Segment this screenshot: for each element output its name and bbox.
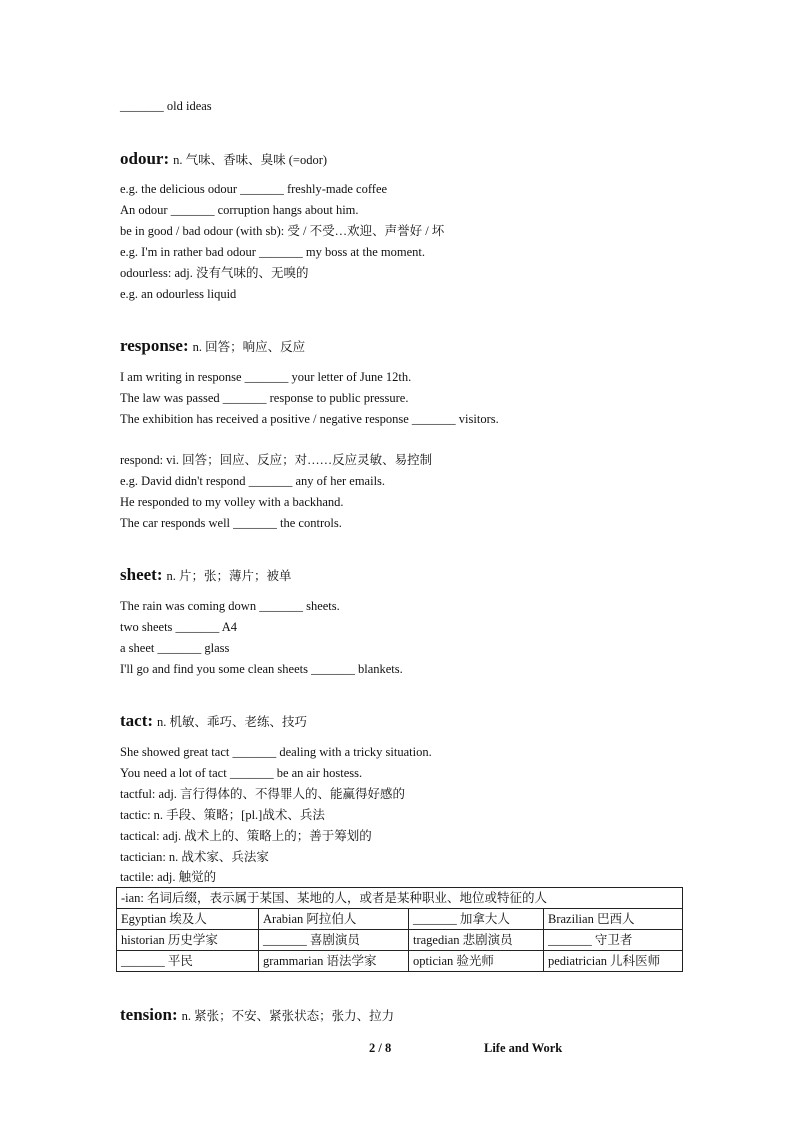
odour-line: odourless: adj. 没有气味的、无嗅的	[120, 266, 309, 280]
entry-heading-odour	[120, 148, 327, 171]
entry-heading-tact	[120, 710, 307, 733]
table-cell: pediatrician 儿科医师	[544, 951, 683, 972]
respond-line: respond: vi. 回答；回应、反应；对……反应灵敏、易控制	[120, 453, 433, 467]
entry-heading-response	[120, 335, 305, 358]
definition-response: n. 回答；响应、反应	[192, 340, 306, 354]
odour-line: e.g. I'm in rather bad odour _______ my boss at the moment.	[120, 245, 425, 259]
response-line: The exhibition has received a positive / negative response _______ visitors.	[120, 412, 499, 426]
headword-odour: odour:	[120, 149, 170, 168]
table-cell: Brazilian 巴西人	[544, 909, 683, 930]
page-number: 2 / 8	[369, 1041, 392, 1055]
sheet-line: a sheet _______ glass	[120, 641, 230, 655]
table-cell: _______ 喜剧演员	[259, 930, 409, 951]
table-cell: tragedian 悲剧演员	[409, 930, 544, 951]
entry-heading-tension	[120, 1004, 394, 1027]
suffix-table	[116, 887, 683, 972]
respond-line: He responded to my volley with a backhand.	[120, 495, 344, 509]
table-cell: historian 历史学家	[117, 930, 259, 951]
sheet-line: The rain was coming down _______ sheets.	[120, 599, 340, 613]
top-line: _______ old ideas	[120, 99, 212, 113]
definition-tension: n. 紧张；不安、紧张状态；张力、拉力	[181, 1009, 395, 1023]
table-row	[117, 930, 683, 951]
response-line: I am writing in response _______ your letter of June 12th.	[120, 370, 412, 384]
definition-odour: n. 气味、香味、臭味 (=odor)	[173, 153, 328, 167]
odour-line: An odour _______ corruption hangs about him.	[120, 203, 359, 217]
odour-line: be in good / bad odour (with sb): 受 / 不受…欢迎、声誉好 / 坏	[120, 224, 445, 238]
headword-response: response:	[120, 336, 189, 355]
tact-line: tactic: n. 手段、策略；[pl.]战术、兵法	[120, 808, 325, 822]
tact-line: tactful: adj. 言行得体的、不得罪人的、能赢得好感的	[120, 787, 406, 801]
odour-line: e.g. the delicious odour _______ freshly-made coffee	[120, 182, 388, 196]
tact-line: tactician: n. 战术家、兵法家	[120, 850, 269, 864]
tact-line: tactile: adj. 触觉的	[120, 870, 217, 884]
response-line: The law was passed _______ response to public pressure.	[120, 391, 409, 405]
headword-sheet: sheet:	[120, 565, 163, 584]
headword-tension: tension:	[120, 1005, 178, 1024]
table-row	[117, 951, 683, 972]
respond-line: e.g. David didn't respond _______ any of her emails.	[120, 474, 386, 488]
table-cell: Egyptian 埃及人	[117, 909, 259, 930]
headword-tact: tact:	[120, 711, 154, 730]
table-cell: _______ 守卫者	[544, 930, 683, 951]
footer-title: Life and Work	[484, 1041, 563, 1055]
entry-heading-sheet	[120, 564, 292, 587]
sheet-line: I'll go and find you some clean sheets _______ blankets.	[120, 662, 403, 676]
table-cell: _______ 加拿大人	[409, 909, 544, 930]
table-header-cell: -ian: 名词后缀，表示属于某国、某地的人，或者是某种职业、地位或特征的人	[117, 888, 683, 909]
tact-line: You need a lot of tact _______ be an air hostess.	[120, 766, 363, 780]
table-cell: optician 验光师	[409, 951, 544, 972]
definition-tact: n. 机敏、乖巧、老练、技巧	[157, 715, 308, 729]
definition-sheet: n. 片；张；薄片；被单	[166, 569, 292, 583]
sheet-line: two sheets _______ A4	[120, 620, 238, 634]
tact-line: tactical: adj. 战术上的、策略上的；善于筹划的	[120, 829, 372, 843]
table-row	[117, 909, 683, 930]
table-header-row	[117, 888, 683, 909]
tact-line: She showed great tact _______ dealing with a tricky situation.	[120, 745, 432, 759]
odour-line: e.g. an odourless liquid	[120, 287, 237, 301]
table-cell: _______ 平民	[117, 951, 259, 972]
table-cell: grammarian 语法学家	[259, 951, 409, 972]
respond-line: The car responds well _______ the controls.	[120, 516, 342, 530]
table-cell: Arabian 阿拉伯人	[259, 909, 409, 930]
